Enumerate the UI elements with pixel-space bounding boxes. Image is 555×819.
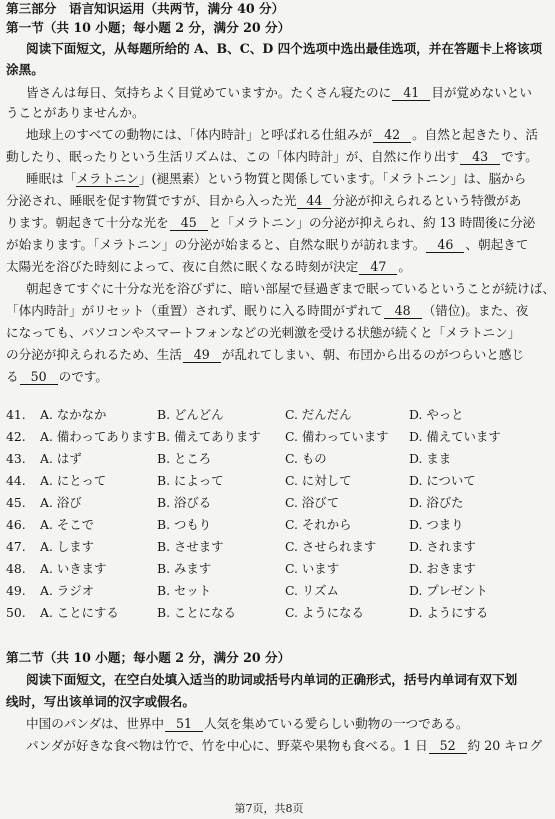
option-row-47 <box>6 536 532 558</box>
option-c: C. ようになる <box>285 605 364 620</box>
passage-text: 、朝起きて <box>465 237 529 252</box>
option-d: D. について <box>409 473 476 488</box>
question-number: 42. <box>6 429 26 444</box>
blank-50: 50 <box>20 369 58 385</box>
section1-instruction-line2: 涂黑。 <box>6 62 44 77</box>
passage-text: ります。朝起きて十分な光を <box>6 215 169 230</box>
option-c: C. リズム <box>285 583 339 598</box>
passage-line <box>6 192 532 210</box>
blank-46: 46 <box>426 237 464 253</box>
passage-line <box>6 236 532 254</box>
passage-text: 目が覚めないとい <box>431 85 532 100</box>
option-c: C. もの <box>285 451 327 466</box>
option-b: B. どんどん <box>157 407 224 422</box>
section2-heading: 第二节（共 10 小题；每小题 2 分，满分 20 分） <box>6 650 291 665</box>
blank-49: 49 <box>183 347 221 363</box>
blank-47: 47 <box>359 259 397 275</box>
passage-line <box>6 302 532 320</box>
passage-text: のです。 <box>58 369 108 384</box>
question-number: 44. <box>6 473 26 488</box>
passage-text: 朝起きてすぐに十分な光を浴びずに、暗い部屋で昼過ぎまで眠っているということが続けば、 <box>26 281 555 296</box>
options-list <box>6 404 532 624</box>
passage-text: 皆さんは毎日、気持ちよく目覚めていますか。たくさん寝たのに <box>26 85 392 100</box>
option-c: C. います <box>285 561 340 576</box>
question-number: 50. <box>6 605 26 620</box>
option-d: D. されます <box>409 539 476 554</box>
option-b: B. 備えてあります <box>157 429 261 444</box>
question-number: 48. <box>6 561 26 576</box>
question-number: 47. <box>6 539 26 554</box>
option-c: C. それから <box>285 517 352 532</box>
option-d: D. ようにする <box>409 605 489 620</box>
option-b: B. みます <box>157 561 212 576</box>
passage-text: 人気を集めている愛らしい動物の一つである。 <box>204 716 469 731</box>
option-c: C. 浴びて <box>285 495 340 510</box>
option-d: D. 備えています <box>409 429 501 444</box>
option-a: A. 備わってあります <box>40 429 156 444</box>
option-b: B. ところ <box>157 451 212 466</box>
option-a: A. 浴び <box>40 495 82 510</box>
blank-45: 45 <box>170 215 208 231</box>
passage-line <box>6 324 532 342</box>
passage-text: る <box>6 369 19 384</box>
option-a: A. いきます <box>40 561 107 576</box>
option-row-49 <box>6 580 532 602</box>
section1-heading: 第一节（共 10 小题；每小题 2 分，满分 20 分） <box>6 20 291 35</box>
option-row-42 <box>6 426 532 448</box>
option-c: C. に対して <box>285 473 352 488</box>
question-number: 46. <box>6 517 26 532</box>
passage-text: 中国のパンダは、世界中 <box>26 716 165 731</box>
blank-51: 51 <box>165 716 203 732</box>
blank-42: 42 <box>373 127 411 143</box>
option-row-45 <box>6 492 532 514</box>
section2-instruction-line2: 线时，写出该单词的汉字或假名。 <box>6 694 195 709</box>
blank-43: 43 <box>460 149 500 165</box>
question-number: 45. <box>6 495 26 510</box>
passage-text: の分泌が抑えられるため、生活 <box>6 347 182 362</box>
section2-instruction-line1: 阅读下面短文，在空白处填入适当的助词或括号内单词的正确形式，括号内单词有双下划 <box>26 672 518 687</box>
blank-41: 41 <box>392 85 430 101</box>
passage-text: 太陽光を浴びた時刻によって、夜に自然に眠くなる時刻が決定 <box>6 259 359 274</box>
passage-text: が乱れてしまい、朝、布団から出るのがつらいと感じ <box>221 347 525 362</box>
option-b: B. 浴びる <box>157 495 212 510</box>
option-row-41 <box>6 404 532 426</box>
option-d: D. まま <box>409 451 452 466</box>
passage-line <box>6 214 536 232</box>
option-a: A. はず <box>40 451 82 466</box>
option-b: B. ことになる <box>157 605 236 620</box>
passage-line <box>6 280 555 298</box>
option-a: A. なかなか <box>40 407 107 422</box>
option-b: B. によって <box>157 473 224 488</box>
passage2-line <box>6 715 532 733</box>
blank-44: 44 <box>297 193 331 209</box>
option-d: D. 浴びた <box>409 495 464 510</box>
option-b: B. させます <box>157 539 224 554</box>
passage-text: 動したり、眠ったりという生活リズムは、この「体内時計」が、自然に作り出す <box>6 149 460 164</box>
passage-text: 約 20 キログ <box>467 738 543 753</box>
option-c: C. だんだん <box>285 407 352 422</box>
passage-text: が始まります。「メラトニン」の分泌が始まると、自然な眠りが訪れます。 <box>6 237 426 252</box>
passage-text: パンダが好きな食べ物は竹で、竹を中心に、野菜や果物も食べる。1 日 <box>26 738 428 753</box>
passage-line <box>6 126 539 144</box>
question-number: 49. <box>6 583 26 598</box>
option-c: C. させられます <box>285 539 377 554</box>
option-b: B. つもり <box>157 517 212 532</box>
passage-text: 「体内時計」がリセット（重置）されず、眠りに入る時間がずれて <box>6 303 383 318</box>
option-b: B. セット <box>157 583 212 598</box>
passage-text: 」(褪黑素）という物質と関係しています。「メラトニン」は、脳から <box>138 171 527 186</box>
option-a: A. そこで <box>40 517 94 532</box>
passage2-line <box>6 737 543 755</box>
passage-text: 。 <box>398 259 411 274</box>
passage-line <box>6 84 532 102</box>
passage-text: うことがありませんか。 <box>6 105 145 120</box>
passage-line <box>6 104 532 122</box>
blank-48: 48 <box>384 303 422 319</box>
option-row-43 <box>6 448 532 470</box>
passage-text: （错位)。また、夜 <box>422 303 529 318</box>
question-number: 43. <box>6 451 26 466</box>
option-d: D. プレゼント <box>409 583 488 598</box>
option-d: D. やっと <box>409 407 464 422</box>
page-footer: 第7页，共8页 <box>234 802 304 815</box>
blank-52: 52 <box>429 738 467 754</box>
passage-line <box>6 170 532 188</box>
option-row-48 <box>6 558 532 580</box>
passage-line <box>6 368 532 386</box>
option-row-44 <box>6 470 532 492</box>
section3-heading: 第三部分 语言知识运用（共两节，满分 40 分） <box>6 1 285 16</box>
option-d: D. おきます <box>409 561 476 576</box>
passage-text: 地球上のすべての動物には、「体内時計」と呼ばれる仕組みが <box>26 127 373 142</box>
passage-line <box>6 346 532 364</box>
passage-text: 。自然と起きたり、活 <box>412 127 539 142</box>
passage-text: 分泌され、睡眠を促す物質ですが、目から入った光 <box>6 193 297 208</box>
option-row-50 <box>6 602 532 624</box>
section1-instruction-line1: 阅读下面短文，从每题所给的 A、B、C、D 四个选项中选出最佳选项，并在答题卡上将该项 <box>26 41 543 56</box>
option-row-46 <box>6 514 532 536</box>
passage-text: 睡眠は「 <box>26 171 77 186</box>
option-a: A. ことにする <box>40 605 119 620</box>
option-c: C. 備わっています <box>285 429 389 444</box>
option-a: A. にとって <box>40 473 107 488</box>
underlined-term: メラトニン <box>76 171 139 186</box>
option-a: A. します <box>40 539 94 554</box>
question-number: 41. <box>6 407 26 422</box>
option-d: D. つまり <box>409 517 464 532</box>
option-a: A. ラジオ <box>40 583 94 598</box>
passage-text: です。 <box>501 149 538 164</box>
passage-text: になっても、パソコンやスマートフォンなどの光刺激を受ける状態が続くと「メラトニン」 <box>6 325 521 340</box>
passage-text: 分泌が抑えられるという特徴があ <box>332 193 522 208</box>
passage-line <box>6 148 538 166</box>
passage-text: と「メラトニン」の分泌が抑えられ、約 13 時間後に分泌 <box>208 215 536 230</box>
passage-line <box>6 258 532 276</box>
